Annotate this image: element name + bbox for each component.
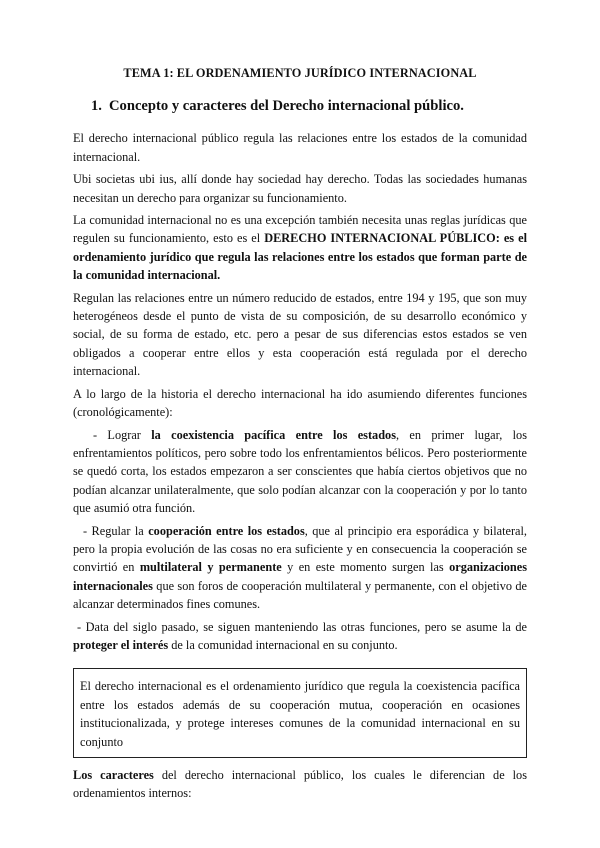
function-1-text: , en primer lugar, los enfrentamientos políticos, pero sobre todo los enfrentamientos bélicos. Pero posteriormente se quedó corta, los estados empezaron a ser conscientes que había ciertos objetivos que no podían alcanzar unilateralmente, que solo podían alcanzar con la cooperación y por lo tanto que asumió otra función. <box>73 427 527 516</box>
function-3-prefix: - Data del siglo pasado, se siguen manteniendo las otras funciones, pero se asume la de <box>77 619 527 634</box>
paragraph-definition <box>73 211 527 285</box>
paragraph-definition-text: La comunidad internacional no es una excepción también necesita unas reglas jurídicas que regulen su funcionamiento, esto es el <box>73 213 527 246</box>
section-heading <box>91 96 527 116</box>
function-item-interest <box>73 618 527 655</box>
function-2-text-1: , que al principio era esporádica y bilateral, pero la propia evolución de las cosas no era suficiente y en consecuencia la cooperación se convirtió en <box>73 523 527 575</box>
function-2-bold-multilateral: multilateral y permanente <box>139 560 282 575</box>
document-title: TEMA 1: EL ORDENAMIENTO JURÍDICO INTERNACIONAL <box>123 66 477 80</box>
definition-box: El derecho internacional es el ordenamiento jurídico que regula la coexistencia pacífica entre los estados además de su cooperación mutua, cooperación en ocasiones institucionalizada, y protege intereses comunes de la comunidad internacional en su conjunto <box>73 668 527 758</box>
characteristics-text: del derecho internacional público, los cuales le diferencian de los ordenamientos internos: <box>73 768 527 801</box>
paragraph-characteristics <box>73 766 527 803</box>
function-1-bold: la coexistencia pacífica entre los estados <box>151 427 396 442</box>
paragraph-definition-bold: DERECHO INTERNACIONAL PÚBLICO: es el ordenamiento jurídico que regula las relaciones entre los estados que forman parte de la comunidad internacional. <box>73 231 527 283</box>
function-2-prefix: - Regular la <box>83 523 149 538</box>
function-3-bold: proteger el interés <box>73 637 169 652</box>
section-heading-text: Concepto y caracteres del Derecho internacional público. <box>109 98 464 115</box>
function-item-cooperation <box>73 522 527 614</box>
paragraph-states: Regulan las relaciones entre un número reducido de estados, entre 194 y 195, que son muy heterogéneos desde el punto de vista de su composición, de su desarrollo económico y social, de su forma de estado, etc. pero a pesar de sus diferencias estos estados se ven obligados a cooperar entre ellos y esta cooperación está regulada por el derecho internacional. <box>73 290 527 379</box>
function-1-prefix: - Lograr <box>93 427 152 442</box>
function-item-coexistence <box>73 426 527 518</box>
function-2-bold-cooperation: cooperación entre los estados <box>148 523 305 538</box>
paragraph-intro: El derecho internacional público regula las relaciones entre los estados de la comunidad internacional. <box>73 131 527 164</box>
characteristics-bold: Los caracteres <box>73 768 154 782</box>
section-number: 1. <box>91 98 102 115</box>
paragraph-functions-intro: A lo largo de la historia el derecho internacional ha ido asumiendo diferentes funciones (cronológicamente): <box>73 386 527 420</box>
function-3-text: de la comunidad internacional en su conjunto. <box>168 637 398 652</box>
function-2-text-3: que son foros de cooperación multilateral y permanente, con el objetivo de alcanzar determinados fines comunes. <box>73 578 527 612</box>
function-2-bold-organizations: organizaciones internacionales <box>73 560 527 593</box>
function-2-text-2: y en este momento surgen las <box>281 560 450 575</box>
paragraph-ubi-societas: Ubi societas ubi ius, allí donde hay sociedad hay derecho. Todas las sociedades humanas necesitan un derecho para organizar su funcionamiento. <box>73 172 527 205</box>
